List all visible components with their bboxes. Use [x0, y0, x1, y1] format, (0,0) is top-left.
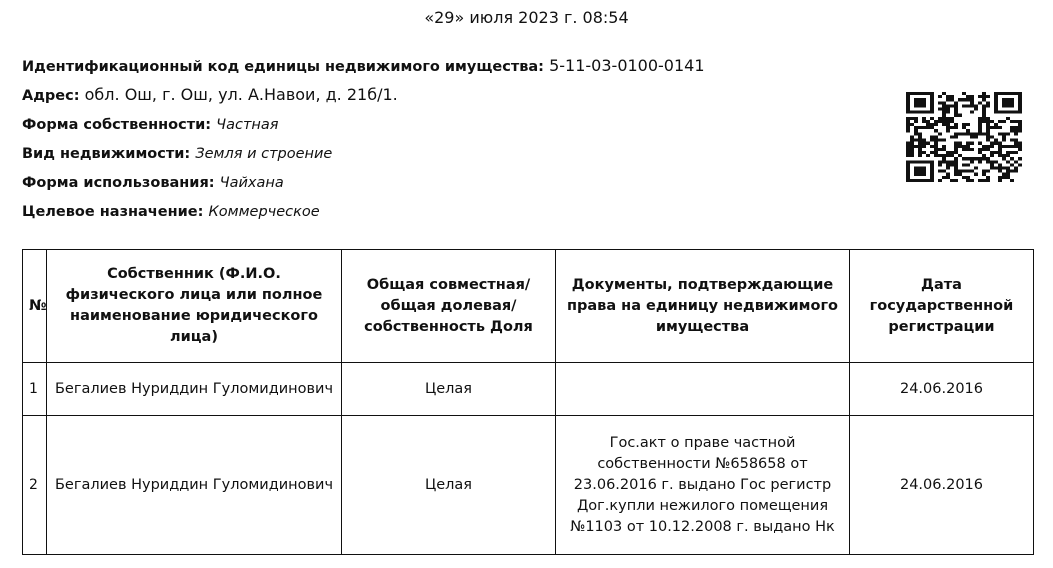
property-type-value: Земля и строение	[195, 146, 333, 162]
ownership-form-label: Форма собственности:	[22, 117, 212, 133]
table-header-row	[23, 250, 1034, 363]
usage-form-label: Форма использования:	[22, 175, 215, 191]
registration-date-cell: 24.06.2016	[850, 416, 1034, 555]
share-cell: Целая	[342, 416, 556, 555]
purpose-row	[22, 196, 872, 225]
address-row	[22, 80, 872, 109]
purpose-label: Целевое назначение:	[22, 204, 204, 220]
property-type-row	[22, 138, 872, 167]
documents-cell	[556, 363, 850, 416]
property-id-row	[22, 52, 872, 80]
registration-date-cell: 24.06.2016	[850, 363, 1034, 416]
row-number: 2	[23, 416, 47, 555]
address-label: Адрес:	[22, 88, 80, 104]
table-row	[23, 363, 1034, 416]
row-number: 1	[23, 363, 47, 416]
purpose-value: Коммерческое	[208, 204, 320, 220]
property-id-label: Идентификационный код единицы недвижимого имущества:	[22, 59, 544, 75]
table-row	[23, 416, 1034, 555]
address-value: обл. Ош, г. Ош, ул. А.Навои, д. 21б/1.	[84, 85, 398, 104]
usage-form-row	[22, 167, 872, 196]
column-header-registration-date: Дата государственной регистрации	[850, 250, 1034, 363]
property-type-label: Вид недвижимости:	[22, 146, 191, 162]
share-cell: Целая	[342, 363, 556, 416]
column-header-share: Общая совместная/ общая долевая/ собственность Доля	[342, 250, 556, 363]
owners-table	[22, 249, 1034, 555]
column-header-owner: Собственник (Ф.И.О. физического лица или полное наименование юридического лица)	[47, 250, 342, 363]
documents-cell: Гос.акт о праве частной собственности №658658 от 23.06.2016 г. выдано Гос регистр Дог.купли нежилого помещения №1103 от 10.12.2008 г. выдано Нк	[556, 416, 850, 555]
property-info	[22, 52, 872, 225]
usage-form-value: Чайхана	[219, 175, 284, 191]
qr-code-icon	[906, 92, 1022, 182]
column-header-documents: Документы, подтверждающие права на единицу недвижимого имущества	[556, 250, 850, 363]
column-header-number: №	[23, 250, 47, 363]
ownership-form-row	[22, 109, 872, 138]
qr-code-graphic	[906, 92, 1022, 182]
owner-cell: Бегалиев Нуриддин Гуломидинович	[47, 363, 342, 416]
owner-cell: Бегалиев Нуриддин Гуломидинович	[47, 416, 342, 555]
document-date: «29» июля 2023 г. 08:54	[424, 8, 629, 27]
property-id-value: 5-11-03-0100-0141	[549, 56, 705, 75]
ownership-form-value: Частная	[216, 117, 279, 133]
